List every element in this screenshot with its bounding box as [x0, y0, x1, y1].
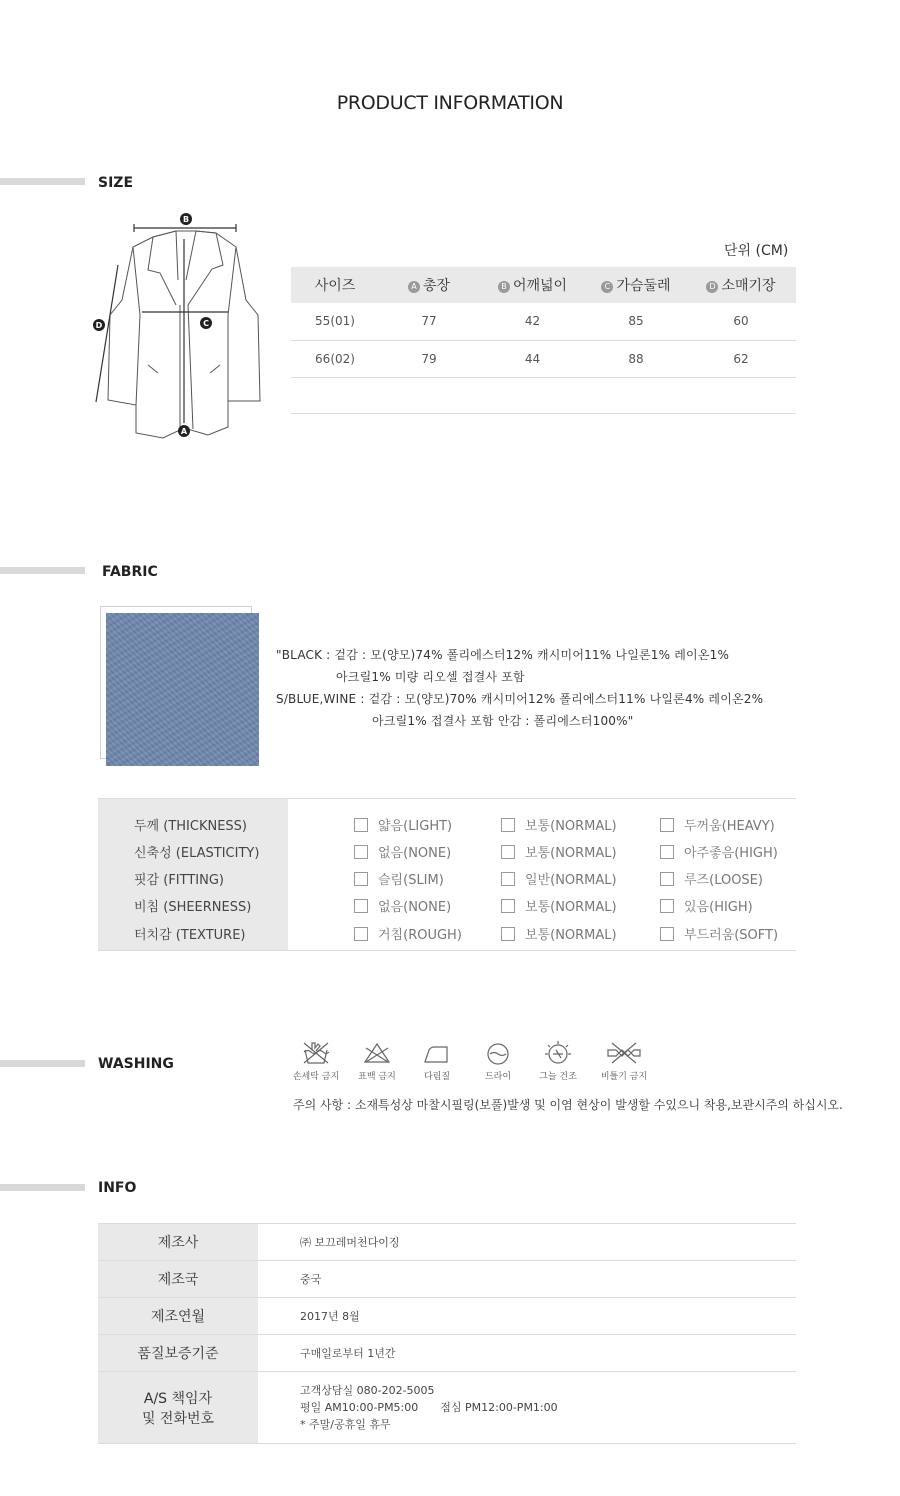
table-row-empty: [291, 377, 796, 413]
section-title-size: SIZE: [98, 175, 134, 191]
wash-caption: 그늘 건조: [539, 1072, 577, 1082]
fabric-composition-line: S/BLUE,WINE : 겉감 : 모(양모)70% 캐시미어12% 폴리에스터11% 나일론4% 레이온2%: [276, 692, 764, 706]
fabric-composition-line: 아크릴1% 접결사 포함 안감 : 폴리에스터100%": [372, 714, 634, 728]
wash-item: [528, 1040, 588, 1082]
info-key: 품질보증기준: [98, 1335, 258, 1372]
bleach-prohibited-icon: [362, 1040, 392, 1066]
coat-measurement-diagram: [88, 205, 268, 445]
wash-item: [286, 1040, 346, 1082]
checkbox[interactable]: [660, 818, 674, 832]
wring-prohibited-icon: [604, 1040, 644, 1066]
info-row-as-contact: [98, 1372, 796, 1444]
option-normal[interactable]: 보통(NORMAL): [501, 842, 617, 861]
iron-icon: [422, 1040, 452, 1066]
badge-d-icon: D: [706, 281, 718, 293]
option-normal[interactable]: 보통(NORMAL): [501, 924, 617, 943]
option-loose[interactable]: 루즈(LOOSE): [660, 869, 763, 888]
fabric-properties-table: [98, 798, 796, 951]
fabric-composition-line: 아크릴1% 미량 리오셀 접결사 포함: [336, 670, 525, 684]
table-cell: 62: [686, 340, 796, 377]
section-divider-bar: [0, 1184, 85, 1191]
wash-caption: 표백 금지: [358, 1072, 396, 1082]
hand-wash-prohibited-icon: [301, 1040, 331, 1066]
checkbox[interactable]: [501, 927, 515, 941]
table-cell: 77: [379, 303, 479, 340]
info-row-manufactured-date: [98, 1298, 796, 1335]
table-cell: 66(02): [291, 340, 379, 377]
checkbox[interactable]: [354, 872, 368, 886]
option-none[interactable]: 없음(NONE): [354, 842, 451, 861]
size-header-chest: C 가슴둘레: [586, 267, 686, 303]
option-soft[interactable]: 부드러움(SOFT): [660, 924, 778, 943]
option-high[interactable]: 아주좋음(HIGH): [660, 842, 778, 861]
diagram-label-d: D: [95, 321, 103, 330]
table-cell: 44: [479, 340, 586, 377]
size-header-length: A 총장: [379, 267, 479, 303]
diagram-label-a: A: [180, 427, 188, 436]
checkbox[interactable]: [501, 899, 515, 913]
table-row: [291, 340, 796, 377]
section-divider-bar: [0, 178, 85, 185]
option-high[interactable]: 있음(HIGH): [660, 896, 753, 915]
checkbox[interactable]: [660, 872, 674, 886]
section-title-info: INFO: [98, 1180, 137, 1196]
size-header-shoulder: B 어깨넓이: [479, 267, 586, 303]
property-name: 핏감 (FITTING): [134, 873, 224, 888]
info-row-warranty: [98, 1335, 796, 1372]
wash-item: [407, 1040, 467, 1082]
size-header-size: 사이즈: [291, 267, 379, 303]
property-name: 두께 (THICKNESS): [134, 819, 247, 834]
info-key: 제조국: [98, 1261, 258, 1298]
option-rough[interactable]: 거침(ROUGH): [354, 924, 462, 943]
badge-a-icon: A: [408, 281, 420, 293]
section-title-washing: WASHING: [98, 1056, 174, 1072]
info-key: 제조사: [98, 1224, 258, 1261]
page-title: PRODUCT INFORMATION: [336, 92, 564, 114]
option-heavy[interactable]: 두꺼움(HEAVY): [660, 815, 775, 834]
checkbox[interactable]: [501, 872, 515, 886]
property-row-elasticity: [98, 836, 796, 863]
checkbox[interactable]: [354, 927, 368, 941]
section-title-fabric: FABRIC: [102, 564, 158, 580]
option-normal[interactable]: 일반(NORMAL): [501, 869, 617, 888]
option-light[interactable]: 얇음(LIGHT): [354, 815, 452, 834]
fabric-composition-line: "BLACK : 겉감 : 모(양모)74% 폴리에스터12% 캐시미어11% 나일론1% 레이온1%: [276, 648, 730, 662]
property-row-thickness: [98, 809, 796, 836]
property-name: 비침 (SHEERNESS): [134, 900, 252, 915]
size-header-sleeve: D 소매기장: [686, 267, 796, 303]
section-divider-bar: [0, 1060, 85, 1067]
property-name: 터치감 (TEXTURE): [134, 928, 246, 943]
checkbox[interactable]: [354, 899, 368, 913]
diagram-label-c: C: [203, 319, 209, 328]
fabric-swatch-image: [106, 613, 259, 766]
size-table: [291, 267, 796, 414]
wash-item: [347, 1040, 407, 1082]
wash-caption: 드라이: [484, 1072, 512, 1082]
property-row-fitting: [98, 863, 796, 890]
size-table-header-row: [291, 267, 796, 303]
badge-c-icon: C: [601, 281, 613, 293]
info-value: ㈜ 보끄레머천다이징: [258, 1224, 796, 1261]
washing-icons: [286, 1040, 666, 1090]
table-cell: 60: [686, 303, 796, 340]
checkbox[interactable]: [501, 845, 515, 859]
property-row-texture: [98, 918, 796, 945]
as-holiday-note: * 주말/공휴일 휴무: [300, 1418, 391, 1431]
table-row: [291, 303, 796, 340]
as-lunch-hours: 점심 PM12:00-PM1:00: [440, 1401, 558, 1414]
shade-dry-icon: [543, 1040, 573, 1066]
property-name: 신축성 (ELASTICITY): [134, 846, 260, 861]
size-unit-label: 단위 (CM): [724, 243, 789, 259]
info-table: [98, 1223, 796, 1444]
checkbox[interactable]: [660, 927, 674, 941]
wash-caption: 손세탁 금지: [292, 1072, 340, 1082]
table-cell: 79: [379, 340, 479, 377]
dry-clean-icon: [483, 1040, 513, 1066]
info-row-manufacturer: [98, 1224, 796, 1261]
checkbox[interactable]: [354, 818, 368, 832]
option-normal[interactable]: 보통(NORMAL): [501, 815, 617, 834]
as-phone: 고객상담실 080-202-5005: [300, 1384, 435, 1397]
checkbox[interactable]: [354, 845, 368, 859]
info-value: [258, 1372, 796, 1444]
info-value: 구매일로부터 1년간: [258, 1335, 796, 1372]
table-cell: 55(01): [291, 303, 379, 340]
wash-item: [594, 1040, 654, 1082]
checkbox[interactable]: [660, 899, 674, 913]
option-none[interactable]: 없음(NONE): [354, 896, 451, 915]
washing-caution-note: 주의 사항 : 소재특성상 마찰시필링(보풀)발생 및 이염 현상이 발생할 수있으니 착용,보관시주의 하십시오.: [293, 1098, 843, 1112]
table-cell: 88: [586, 340, 686, 377]
wash-item: [468, 1040, 528, 1082]
option-slim[interactable]: 슬림(SLIM): [354, 869, 444, 888]
badge-b-icon: B: [498, 281, 510, 293]
section-divider-bar: [0, 567, 85, 574]
info-key: 제조연월: [98, 1298, 258, 1335]
info-row-country: [98, 1261, 796, 1298]
option-normal[interactable]: 보통(NORMAL): [501, 896, 617, 915]
info-value: 중국: [258, 1261, 796, 1298]
info-value: 2017년 8월: [258, 1298, 796, 1335]
wash-caption: 비틀기 금지: [600, 1072, 648, 1082]
checkbox[interactable]: [660, 845, 674, 859]
wash-caption: 다림질: [423, 1072, 451, 1082]
info-key: A/S 책임자 및 전화번호: [98, 1372, 258, 1444]
as-weekday-hours: 평일 AM10:00-PM5:00: [300, 1401, 419, 1414]
table-cell: 42: [479, 303, 586, 340]
diagram-label-b: B: [182, 215, 190, 224]
table-cell: 85: [586, 303, 686, 340]
checkbox[interactable]: [501, 818, 515, 832]
property-row-sheerness: [98, 890, 796, 917]
